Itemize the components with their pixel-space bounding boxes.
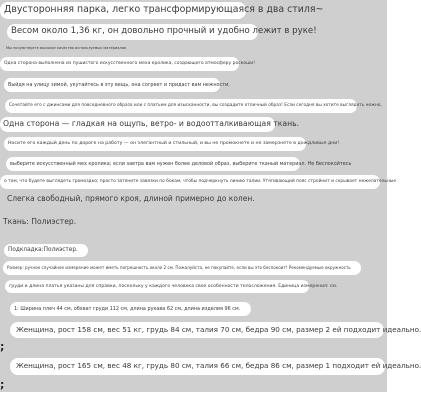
separator: ; (0, 340, 5, 353)
message-bubble: Выйдя на улицу зимой, укутайтесь в эту вещь, она согреет и придаст вам нежности. (4, 78, 220, 92)
message-bubble: о том, что будете выглядеть громоздко; просто затяните завязки по бокам, чтобы подчеркнуть линию талии. Утягивающий пояс стройнит и скрывает нежелательные (0, 175, 380, 189)
message-bubble: груди и длина платья указаны для справки, поскольку у каждого человека свое особенности телосложения. Единица измерения: см. (5, 280, 309, 293)
message-bubble: Женщина, рост 158 см, вес 51 кг, грудь 84 см, талия 70 см, бедра 90 см, размер 2 ей подходит идеально. (10, 322, 384, 338)
message-bubble: Двусторонняя парка, легко трансформирующаяся в два стиля~ (0, 2, 246, 19)
message-bubble: Женщина, рост 165 см, вес 48 кг, грудь 80 см, талия 66 см, бедра 86 см, размер 1 подходит ей идеально. (10, 358, 385, 375)
separator: ; (0, 378, 5, 391)
message-text: Ткань: Полиэстер. (3, 217, 77, 226)
message-bubble: Подкладка:Полиэстер. (4, 244, 88, 257)
message-text: Мы почувствуете высокое качество используемых материалов (6, 46, 127, 50)
message-bubble: Одна сторона выполнена из пушистого искусственного меха кролика, создающего атмосферу роскоши! (0, 57, 239, 71)
message-bubble: Весом около 1,36 кг, он довольно прочный и удобно лежит в руке! (7, 24, 258, 40)
message-bubble: 1: Ширина плеч 44 см, обхват груди 112 см, длина рукава 62 см, длина изделия 96 см. (10, 302, 251, 316)
message-bubble: выберите искусственный мех кролика; если завтра вам нужен более деловой образ, выберите тканый материал. Не беспокойтесь (6, 157, 300, 171)
message-bubble: Сочетайте его с джинсами для повседневного образа или с платьем для изысканности, вы создадите отличный образ! Если сегодня вы хотите выглядеть нежно, (5, 99, 357, 113)
message-text: Слегка свободный, прямого кроя, длиной примерно до колен. (7, 194, 255, 203)
message-bubble: Носите его каждый день по дороге на работу — он элегантный и стильный, и вы не промокнете и не замерзнете в дождливые дни! (4, 137, 306, 151)
message-bubble: Размер: ручное случайное измерение может иметь погрешность около 2 см. Пожалуйста, не покупайте, если вы это беспокоит! Рекомендуемые окружность (3, 261, 361, 275)
message-bubble: Одна сторона — гладкая на ощупь, ветро- и водоотталкивающая ткань. (0, 117, 275, 132)
